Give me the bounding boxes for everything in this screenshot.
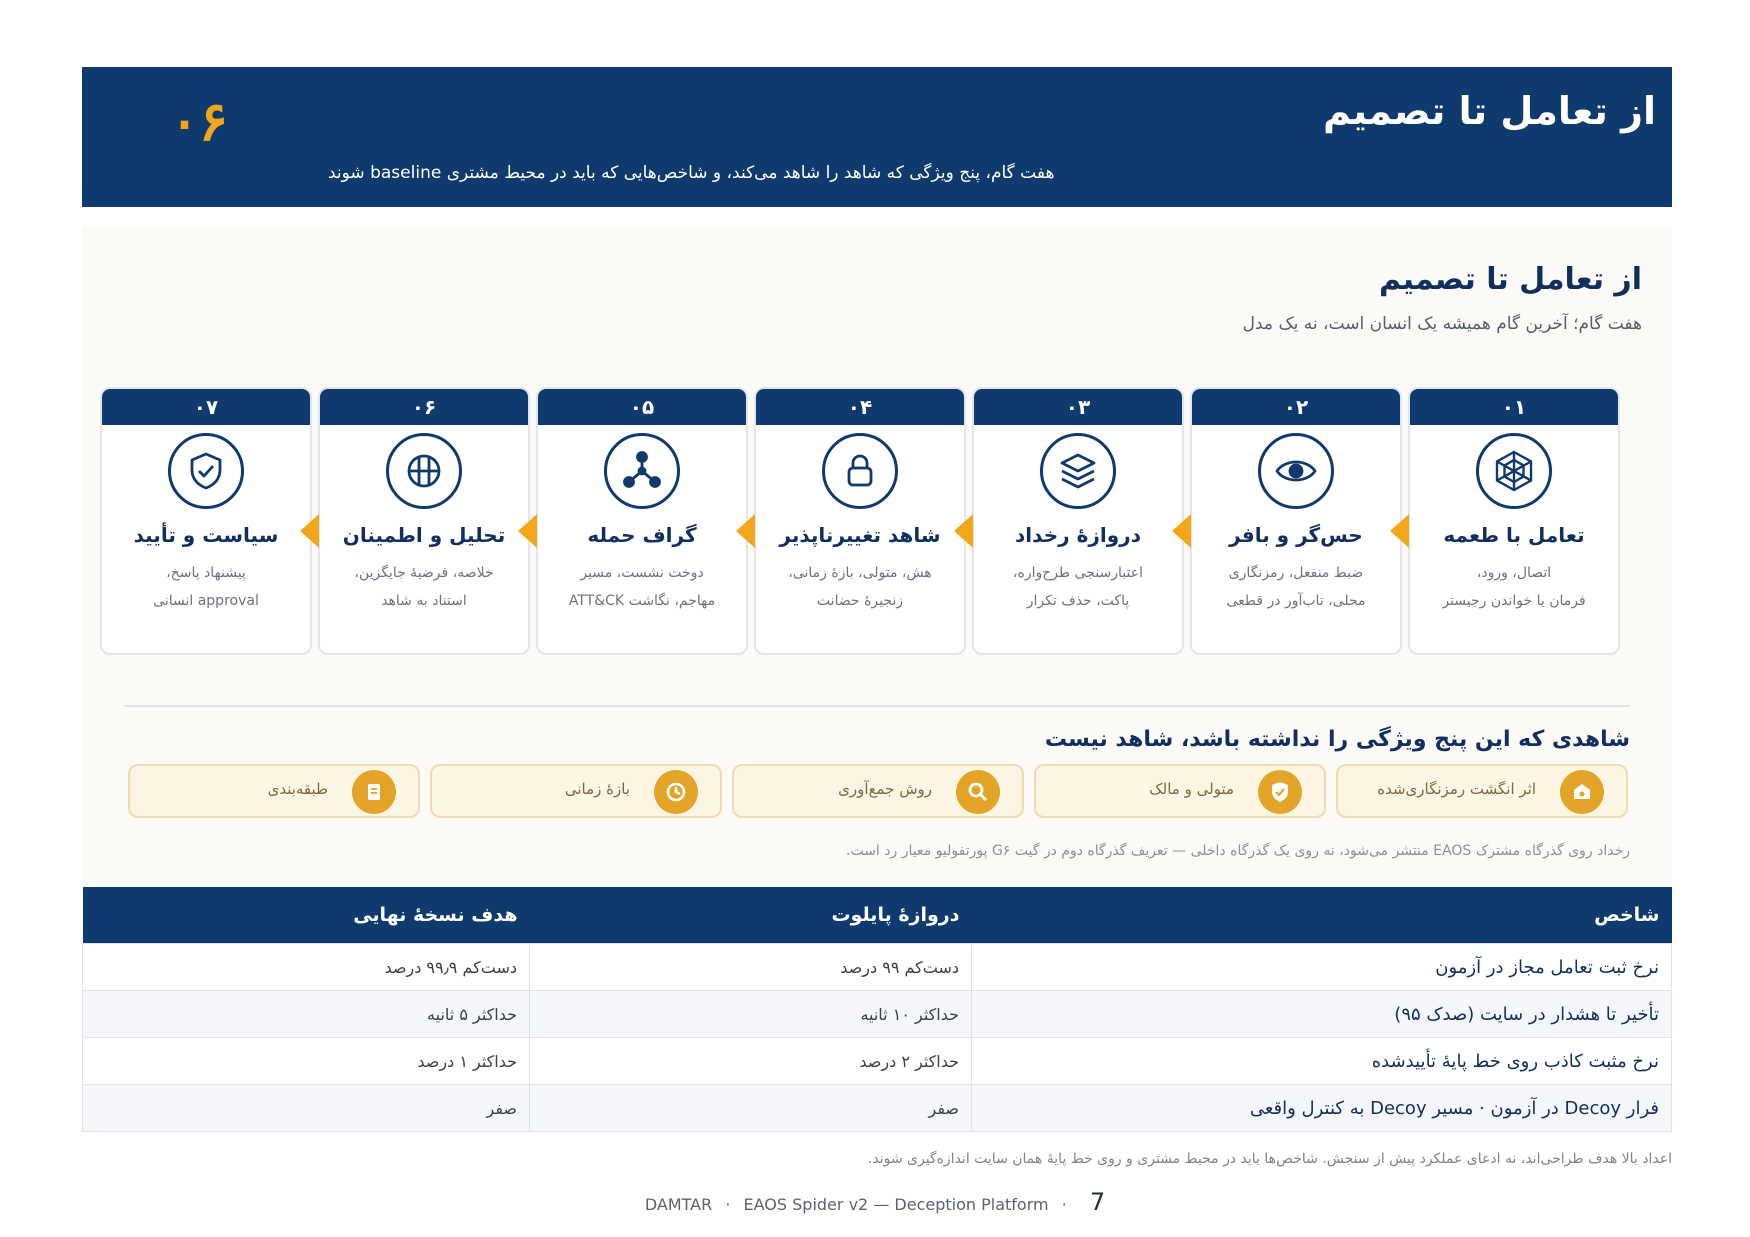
steps-panel — [82, 227, 1672, 887]
step-desc-line: مهاجم، نگاشت ATT&CK — [568, 593, 716, 609]
step-desc-line: استناد به شاهد — [381, 593, 467, 609]
metric-cell: تأخیر تا هشدار در سایت (صدک ۹۵) — [972, 991, 1672, 1038]
metric-cell: فرار Decoy در آزمون · مسیر Decoy به کنترل واقعی — [972, 1085, 1672, 1132]
chip-label: روش جمع‌آوری — [838, 780, 932, 798]
metric-cell: نرخ ثبت تعامل مجاز در آزمون — [972, 944, 1672, 991]
pilot-cell: دست‌کم ۹۹ درصد — [530, 944, 972, 991]
step-number: ۰۷ — [102, 389, 310, 425]
target-cell: صفر — [83, 1085, 530, 1132]
step-desc — [102, 559, 310, 615]
step-card-03 — [972, 387, 1184, 655]
search-icon — [956, 770, 1000, 814]
step-card-02 — [1190, 387, 1402, 655]
lock-icon — [822, 433, 898, 509]
table-footnote: اعداد بالا هدف طراحی‌اند، نه ادعای عملکرد پیش از سنجش. شاخص‌ها باید در محیط مشتری و روی خط پایهٔ همان سایت اندازه‌گیری شوند. — [867, 1151, 1672, 1167]
step-title: گراف حمله — [587, 523, 697, 547]
step-desc-line: هش، متولی، بازهٔ زمانی، — [788, 565, 932, 581]
evidence-chip — [430, 764, 722, 818]
flow-arrow-icon — [1172, 514, 1191, 548]
step-desc-line: approval انسانی — [153, 593, 259, 609]
evidence-chip — [1336, 764, 1628, 818]
step-number: ۰۵ — [538, 389, 746, 425]
step-title: سیاست و تأیید — [133, 523, 279, 547]
clock-icon — [654, 770, 698, 814]
step-card-04 — [754, 387, 966, 655]
eye-icon — [1258, 433, 1334, 509]
step-desc-line: فرمان یا خواندن رجیستر — [1442, 593, 1586, 609]
footer-brand: DAMTAR — [644, 1195, 713, 1214]
step-number: ۰۳ — [974, 389, 1182, 425]
table-row — [83, 1085, 1672, 1132]
step-card-06 — [318, 387, 530, 655]
footer-subtitle: Deception Platform — [894, 1195, 1049, 1214]
footer-dash: — — [873, 1195, 890, 1214]
target-cell: حداکثر ۱ درصد — [83, 1038, 530, 1085]
step-desc-line: اعتبارسنجی طرح‌واره، — [1013, 565, 1143, 581]
footer-separator: · — [725, 1195, 731, 1214]
metrics-table — [82, 887, 1672, 1132]
panel-title: از تعامل تا تصمیم — [1379, 262, 1642, 297]
column-header: هدف نسخهٔ نهایی — [83, 887, 530, 944]
step-number: ۰۲ — [1192, 389, 1400, 425]
step-desc-line: محلی، تاب‌آور در قطعی — [1226, 593, 1366, 609]
table-row — [83, 1038, 1672, 1085]
pilot-cell: صفر — [530, 1085, 972, 1132]
flow-arrow-icon — [1390, 514, 1409, 548]
step-desc-line: پیشنهاد پاسخ، — [166, 565, 246, 581]
page-footer — [0, 1188, 1750, 1216]
step-card-07 — [100, 387, 312, 655]
step-desc-line: دوخت نشست، مسیر — [580, 565, 704, 581]
step-desc — [1192, 559, 1400, 615]
evidence-note: رخداد روی گذرگاه مشترک EAOS منتشر می‌شود، نه روی یک گذرگاه داخلی — تعریف گذرگاه دوم در گیت G۶ پورتفولیو معیار رد است. — [846, 843, 1630, 859]
step-title: حس‌گر و بافر — [1229, 523, 1363, 547]
step-number: ۰۶ — [320, 389, 528, 425]
footer-product: EAOS Spider v2 — [743, 1195, 869, 1214]
target-cell: حداکثر ۵ ثانیه — [83, 991, 530, 1038]
graph-icon — [604, 433, 680, 509]
step-card-01 — [1408, 387, 1620, 655]
evidence-chip — [128, 764, 420, 818]
step-desc-line: زنجیرهٔ حضانت — [816, 593, 904, 609]
header-subtitle: هفت گام، پنج ویژگی که شاهد را شاهد می‌کند، و شاخص‌هایی که باید در محیط مشتری baseline شوند — [328, 163, 1055, 183]
column-header: شاخص — [972, 887, 1672, 944]
step-desc-line: ضبط منفعل، رمزنگاری — [1228, 565, 1364, 581]
flow-arrow-icon — [300, 514, 319, 548]
step-desc — [974, 559, 1182, 615]
chip-label: طبقه‌بندی — [267, 780, 328, 798]
table-row — [83, 944, 1672, 991]
step-desc — [1410, 559, 1618, 615]
evidence-chip — [1034, 764, 1326, 818]
section-number: ۰۶ — [170, 89, 229, 153]
header-banner — [82, 67, 1672, 207]
step-title: تحلیل و اطمینان — [342, 523, 506, 547]
evidence-chip — [732, 764, 1024, 818]
flow-arrow-icon — [518, 514, 537, 548]
divider — [124, 705, 1630, 707]
column-header: دروازهٔ پایلوت — [530, 887, 972, 944]
web-icon — [1476, 433, 1552, 509]
step-title: دروازهٔ رخداد — [1015, 523, 1141, 547]
chip-label: اثر انگشت رمزنگاری‌شده — [1377, 780, 1536, 798]
step-desc-line: اتصال، ورود، — [1476, 565, 1552, 581]
flow-arrow-icon — [954, 514, 973, 548]
header-title: از تعامل تا تصمیم — [1322, 89, 1656, 133]
metric-cell: نرخ مثبت کاذب روی خط پایهٔ تأییدشده — [972, 1038, 1672, 1085]
step-card-05 — [536, 387, 748, 655]
step-number: ۰۱ — [1410, 389, 1618, 425]
evidence-title: شاهدی که این پنج ویژگی را نداشته باشد، شاهد نیست — [1044, 727, 1630, 752]
badge-check-icon — [1258, 770, 1302, 814]
table-header-row — [83, 887, 1672, 944]
chip-label: متولی و مالک — [1149, 780, 1234, 798]
step-title: تعامل با طعمه — [1443, 523, 1585, 547]
step-desc — [538, 559, 746, 615]
flow-arrow-icon — [736, 514, 755, 548]
page-number: 7 — [1089, 1188, 1106, 1216]
step-desc — [320, 559, 528, 615]
step-desc — [756, 559, 964, 615]
clipboard-icon — [352, 770, 396, 814]
pilot-cell: حداکثر ۲ درصد — [530, 1038, 972, 1085]
chip-label: بازهٔ زمانی — [564, 780, 630, 798]
footer-separator: · — [1061, 1195, 1067, 1214]
step-desc-line: خلاصه، فرضیهٔ جایگزین، — [354, 565, 494, 581]
pilot-cell: حداکثر ۱۰ ثانیه — [530, 991, 972, 1038]
table-row — [83, 991, 1672, 1038]
shield-check-icon — [168, 433, 244, 509]
layers-icon — [1040, 433, 1116, 509]
target-cell: دست‌کم ۹۹٫۹ درصد — [83, 944, 530, 991]
step-title: شاهد تغییرناپذیر — [779, 523, 941, 547]
panel-subtitle: هفت گام؛ آخرین گام همیشه یک انسان است، نه یک مدل — [1242, 314, 1642, 334]
step-number: ۰۴ — [756, 389, 964, 425]
globe-icon — [386, 433, 462, 509]
step-desc-line: پاکت، حذف تکرار — [1026, 593, 1130, 609]
fingerprint-icon — [1560, 770, 1604, 814]
